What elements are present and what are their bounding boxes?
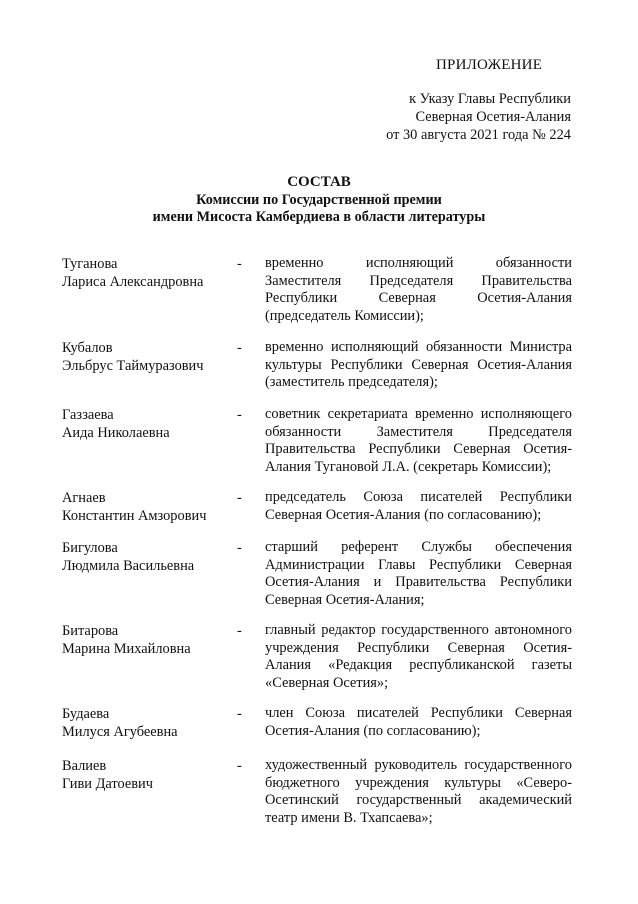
member-role: временно исполняющий обязанности Министра культуры Республики Северная Осетия-Алания (заместитель председателя);: [265, 339, 572, 391]
member-given-name: Людмила Васильевна: [62, 558, 195, 574]
title-line: имени Мисоста Камбердиева в области литературы: [152, 209, 486, 226]
member-dash: -: [237, 540, 242, 556]
member-surname: Газзаева: [62, 407, 114, 423]
member-given-name: Константин Амзорович: [62, 508, 207, 524]
member-name: [62, 622, 232, 658]
member-name: [62, 539, 232, 575]
member-dash: -: [237, 340, 242, 356]
member-surname: Бигулова: [62, 540, 118, 556]
member-role: главный редактор государственного автономного учреждения Республики Северная Осетия-Алания «Редакция республиканской газеты «Северная Осетия»;: [265, 622, 572, 691]
member-name: [62, 705, 232, 741]
member-dash: -: [237, 623, 242, 639]
member-given-name: Милуся Агубеевна: [62, 724, 178, 740]
appendix-title: ПРИЛОЖЕНИЕ: [436, 57, 543, 73]
member-surname: Будаева: [62, 706, 110, 722]
member-dash: -: [237, 407, 242, 423]
member-name: [62, 757, 232, 793]
member-role: председатель Союза писателей Республики Северная Осетия-Алания (по согласованию);: [265, 489, 572, 523]
member-surname: Агнаев: [62, 490, 106, 506]
member-role: старший референт Службы обеспечения Администрации Главы Республики Северная Осетия-Алания и Правительства Республики Северная Осетия-Алания;: [265, 539, 572, 608]
member-given-name: Марина Михайловна: [62, 641, 191, 657]
member-dash: -: [237, 256, 242, 272]
document-title: [0, 174, 638, 227]
member-role: художественный руководитель государственного бюджетного учреждения культуры «Северо-Осетинский государственный академический театр имени В. Тхапсаева»;: [265, 757, 572, 826]
member-name: [62, 255, 232, 291]
member-dash: -: [237, 758, 242, 774]
member-name: [62, 489, 232, 525]
member-name: [62, 406, 232, 442]
member-dash: -: [237, 490, 242, 506]
member-given-name: Аида Николаевна: [62, 425, 170, 441]
member-surname: Битарова: [62, 623, 119, 639]
member-given-name: Лариса Александровна: [62, 274, 204, 290]
member-role: советник секретариата временно исполняющего обязанности Заместителя Председателя Правительства Республики Северная Осетия-Алания Тугановой Л.А. (секретарь Комиссии);: [265, 406, 572, 475]
member-surname: Валиев: [62, 758, 107, 774]
member-name: [62, 339, 232, 375]
member-dash: -: [237, 706, 242, 722]
reference-line: к Указу Главы Республики: [409, 91, 571, 107]
member-role: член Союза писателей Республики Северная Осетия-Алания (по согласованию);: [265, 705, 572, 739]
member-given-name: Эльбрус Таймуразович: [62, 358, 204, 374]
member-given-name: Гиви Датоевич: [62, 776, 153, 792]
reference-line: Северная Осетия-Алания: [415, 108, 571, 125]
title-main: СОСТАВ: [287, 174, 351, 190]
reference-line: от 30 августа 2021 года № 224: [386, 126, 571, 143]
member-surname: Туганова: [62, 256, 118, 272]
appendix-reference: [386, 91, 571, 144]
member-surname: Кубалов: [62, 340, 113, 356]
member-role: временно исполняющий обязанности Заместителя Председателя Правительства Республики Северная Осетия-Алания (председатель Комиссии);: [265, 255, 572, 324]
title-line: Комиссии по Государственной премии: [196, 191, 442, 208]
